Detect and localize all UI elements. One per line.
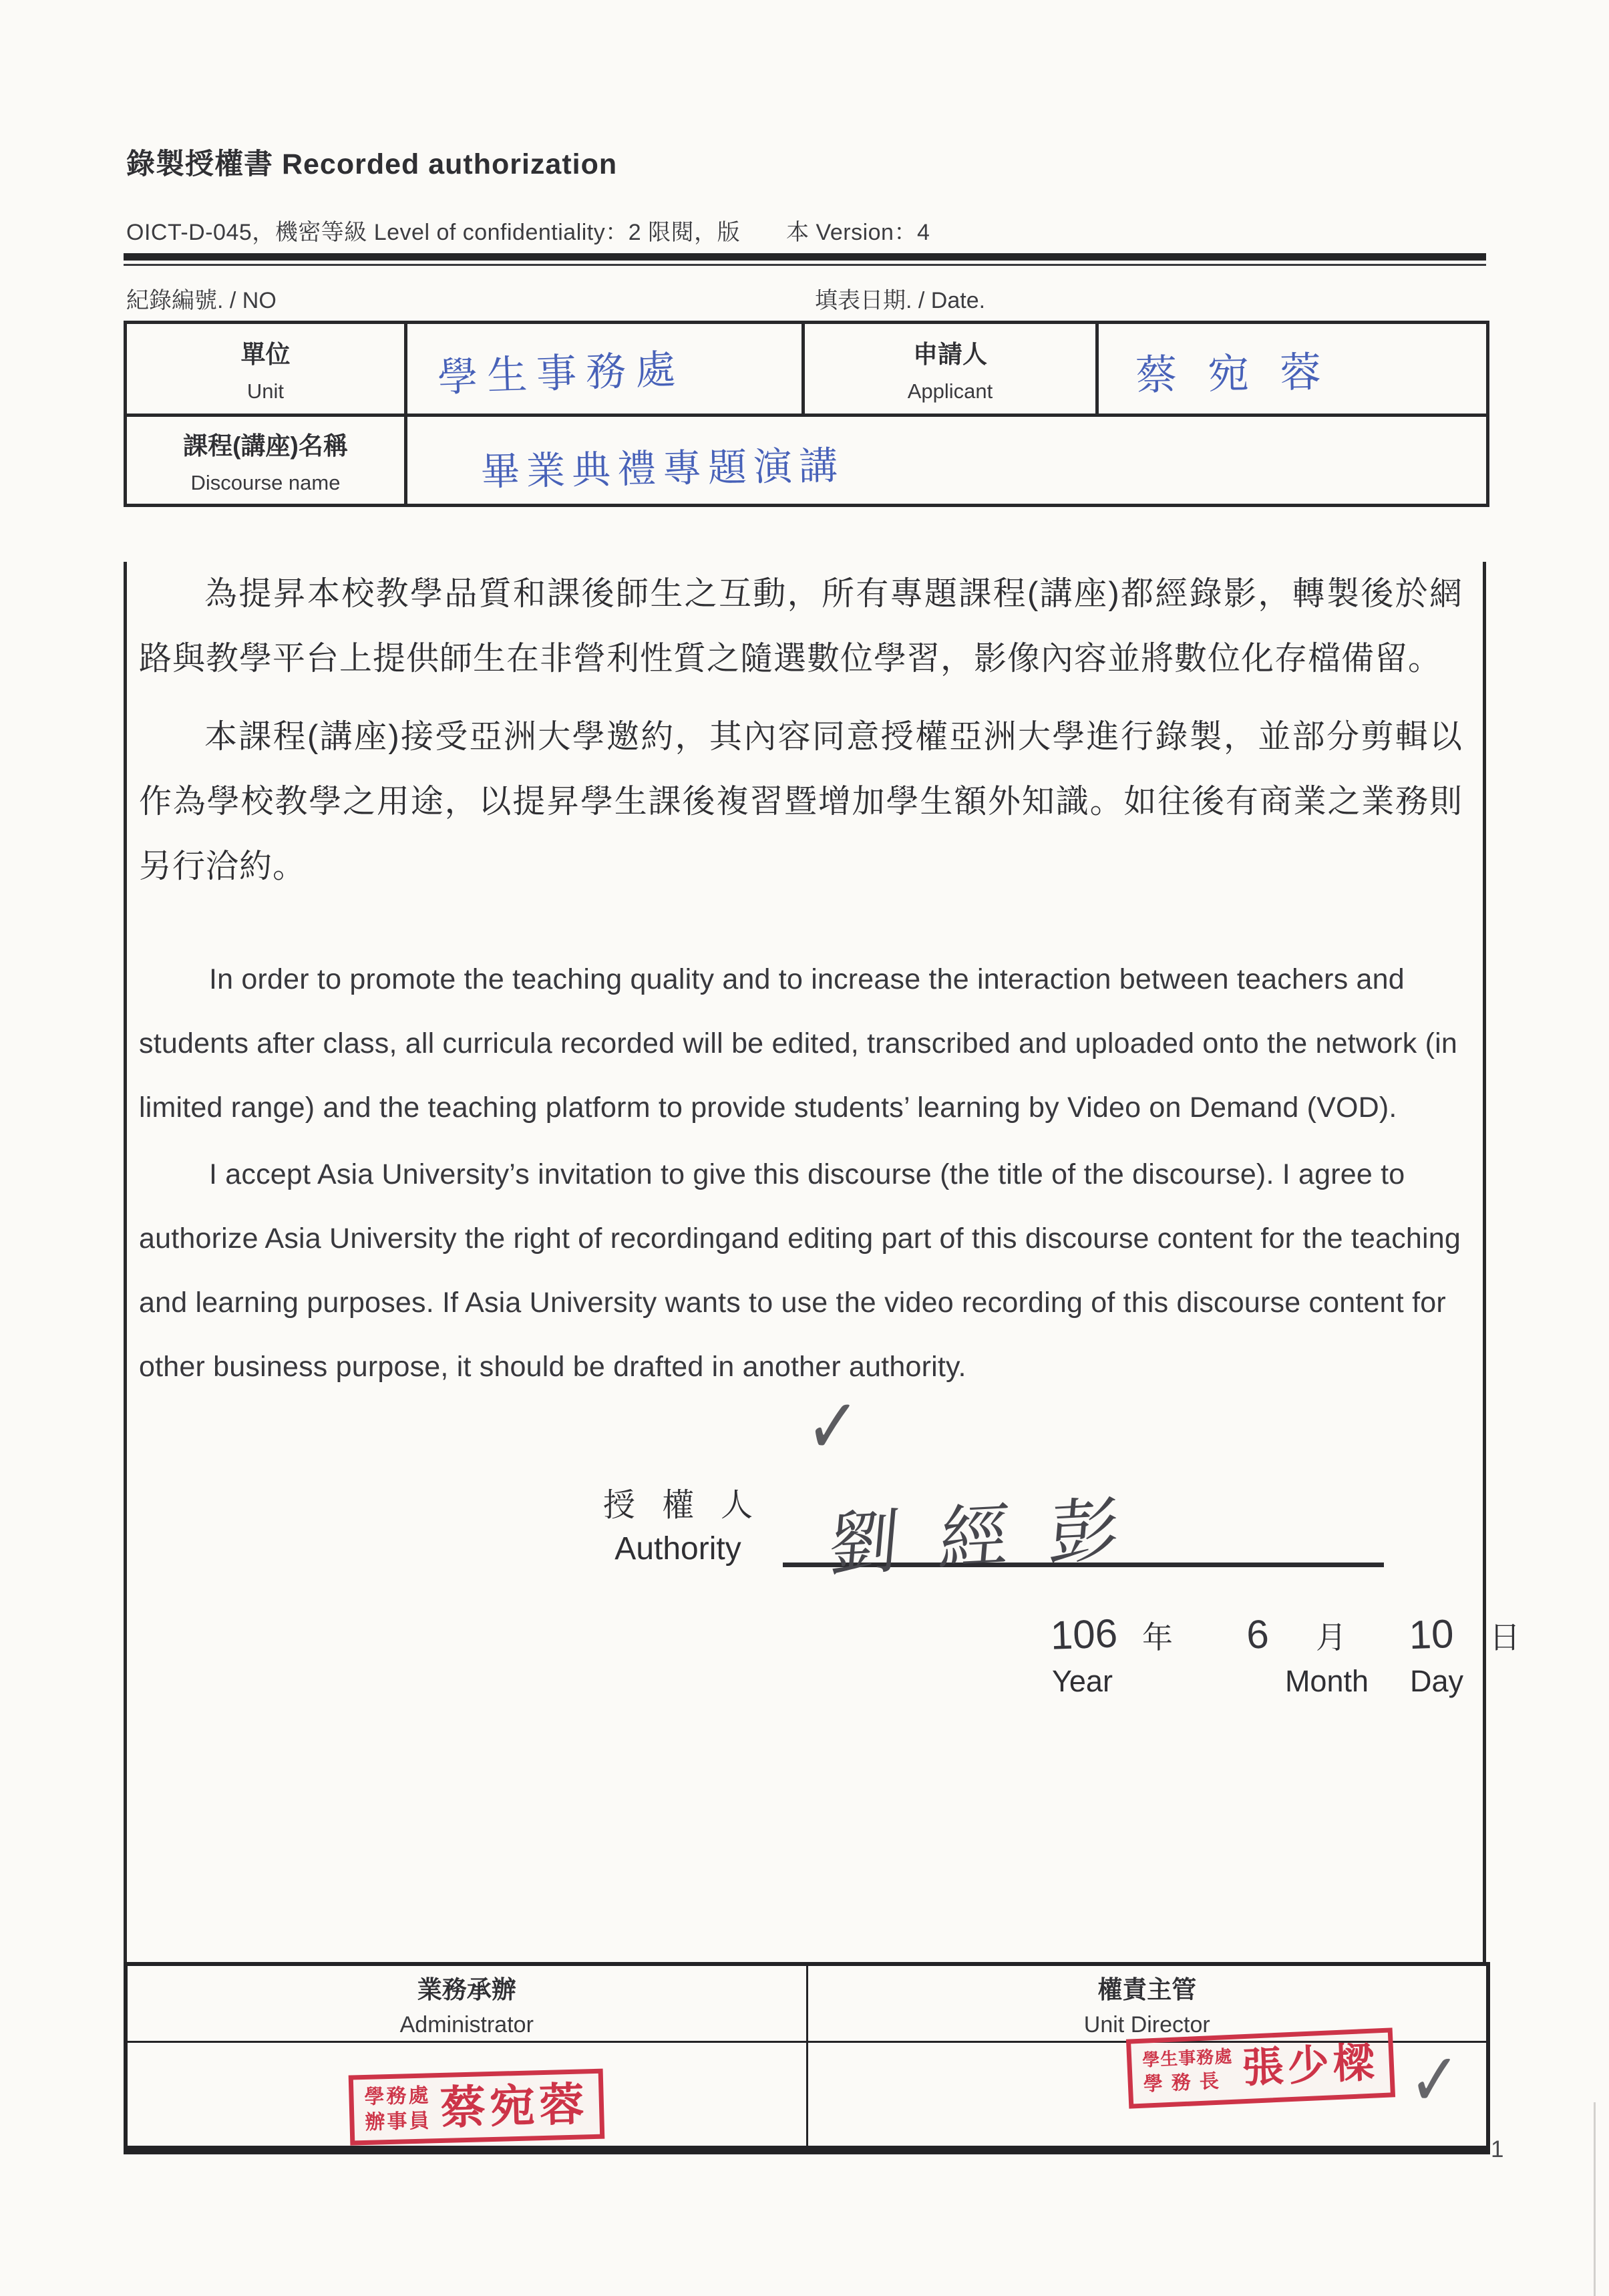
- applicant-label-en: Applicant: [907, 379, 993, 403]
- document-content: [124, 0, 1520, 2154]
- page-number: 1: [1491, 2136, 1504, 2162]
- chinese-paragraph-2: 本課程(講座)接受亞洲大學邀約，其內容同意授權亞洲大學進行錄製，並部分剪輯以作為學校教學之用途，以提昇學生課後複習暨增加學生額外知識。如往後有商業之業務則另行洽約。: [139, 719, 1463, 884]
- applicant-value-cell: [1097, 323, 1488, 416]
- table-row: [126, 416, 1488, 506]
- unit-value-cell: [406, 323, 803, 416]
- month-handwritten-value: 6: [1246, 1611, 1270, 1657]
- record-no-label: 紀錄編號. / NO: [126, 288, 277, 313]
- chinese-paragraph-1: 為提昇本校教學品質和課後師生之互動，所有專題課程(講座)都經錄影，轉製後於網路與教學平台上提供師生在非營利性質之隨選數位學習，影像內容並將數位化存檔備留。: [139, 576, 1463, 677]
- day-handwritten-value: 10: [1408, 1611, 1455, 1658]
- applicant-label-zh: 申請人: [913, 341, 987, 368]
- year-label: Year: [1052, 1664, 1113, 1698]
- unit-label-cell: [126, 323, 406, 416]
- divider-thick: [124, 253, 1486, 261]
- administrator-label-en: Administrator: [399, 2011, 534, 2037]
- administrator-stamp-cell: [126, 2042, 807, 2150]
- discourse-handwritten-value: 畢業典禮專題演講: [480, 444, 845, 494]
- unit-label-en: Unit: [246, 379, 285, 403]
- date-month-group: [1208, 1611, 1355, 1657]
- stamp-office: 學生事務處: [1141, 2045, 1233, 2070]
- stamp-office-title: [1141, 2045, 1234, 2098]
- unit-handwritten-value: 學生事務處: [437, 346, 686, 400]
- agreement-body: [124, 562, 1520, 1962]
- form-title: 錄製授權書 Recorded authorization: [126, 148, 618, 180]
- applicant-handwritten-value: 蔡宛蓉: [1135, 348, 1353, 399]
- applicant-label-cell: [803, 323, 1097, 416]
- handwritten-date-row: [1034, 1611, 1520, 1658]
- approval-header-row: [126, 1964, 1488, 2042]
- stamp-office-title: [364, 2083, 431, 2135]
- authority-label: [576, 1479, 779, 1567]
- english-paragraph-1: In order to promote the teaching quality and to increase the interaction between teachers and students after class, all curricula recorded will be edited, transcribed and uploaded onto the network (in limited range) and the teaching platform to provide students’ learning by Video on Demand (VOD).: [139, 963, 1458, 1124]
- authority-signature-block: [139, 1381, 1463, 1585]
- english-paragraph-2: I accept Asia University’s invitation to give this discourse (the title of the discourse). I agree to authorize Asia University the right of recordingand editing part of this discourse content for the teaching and learning purposes. If Asia University wants to use the video recording of this discourse content for other business purpose, it should be drafted in another authority.: [139, 1158, 1461, 1383]
- info-table: [124, 321, 1489, 507]
- administrator-label-zh: 業務承辦: [417, 1975, 516, 2003]
- authority-label-zh: 授權人: [603, 1488, 780, 1523]
- stamp-title: 辦事員: [365, 2109, 432, 2134]
- unit-director-label-zh: 權責主管: [1097, 1975, 1197, 2003]
- form-meta-line: OICT-D-045，機密等級 Level of confidentiality：2 限閱，版 本 Version：4: [126, 220, 930, 245]
- signature-line: [783, 1381, 1384, 1585]
- month-label: Month: [1284, 1664, 1369, 1698]
- month-unit-label: 月: [1316, 1620, 1347, 1655]
- stamp-name: 張少樑: [1241, 2039, 1379, 2092]
- stamp-name: 蔡宛蓉: [439, 2078, 590, 2134]
- authority-label-en: Authority: [614, 1531, 741, 1567]
- approval-table: [124, 1962, 1490, 2154]
- date-year-group: [1034, 1611, 1181, 1657]
- authority-handwritten-signature: 劉經彭: [826, 1488, 1164, 1585]
- year-unit-label: 年: [1142, 1620, 1173, 1655]
- divider-thin: [124, 264, 1486, 266]
- day-label: Day: [1410, 1664, 1464, 1698]
- fill-date-label: 填表日期. / Date.: [815, 288, 986, 313]
- discourse-label-en: Discourse name: [190, 471, 341, 494]
- day-unit-label: 日: [1489, 1620, 1520, 1655]
- stamp-office: 學務處: [364, 2084, 431, 2108]
- approval-stamp-row: [126, 2042, 1488, 2150]
- discourse-label-cell: [126, 416, 406, 506]
- unit-director-red-stamp: [1125, 2027, 1395, 2109]
- unit-director-stamp-cell: [807, 2039, 1488, 2150]
- date-english-labels: [1052, 1664, 1463, 1699]
- administrator-red-stamp: [349, 2069, 605, 2146]
- scan-artifact-line: [1594, 2102, 1596, 2296]
- discourse-label-zh: 課程(講座)名稱: [183, 432, 348, 460]
- discourse-value-cell: [406, 416, 1488, 506]
- unit-director-label-en: Unit Director: [1083, 2011, 1210, 2037]
- date-day-group: [1381, 1611, 1528, 1657]
- administrator-header-cell: [126, 1964, 807, 2042]
- checkmark-icon: ✓: [804, 1381, 862, 1473]
- checkmark-icon: ✓: [1409, 2039, 1461, 2122]
- stamp-title: 學務長: [1142, 2070, 1228, 2096]
- unit-label-zh: 單位: [240, 341, 291, 368]
- year-handwritten-value: 106: [1049, 1611, 1119, 1658]
- table-row: [126, 323, 1488, 416]
- record-header-row: [126, 282, 1486, 315]
